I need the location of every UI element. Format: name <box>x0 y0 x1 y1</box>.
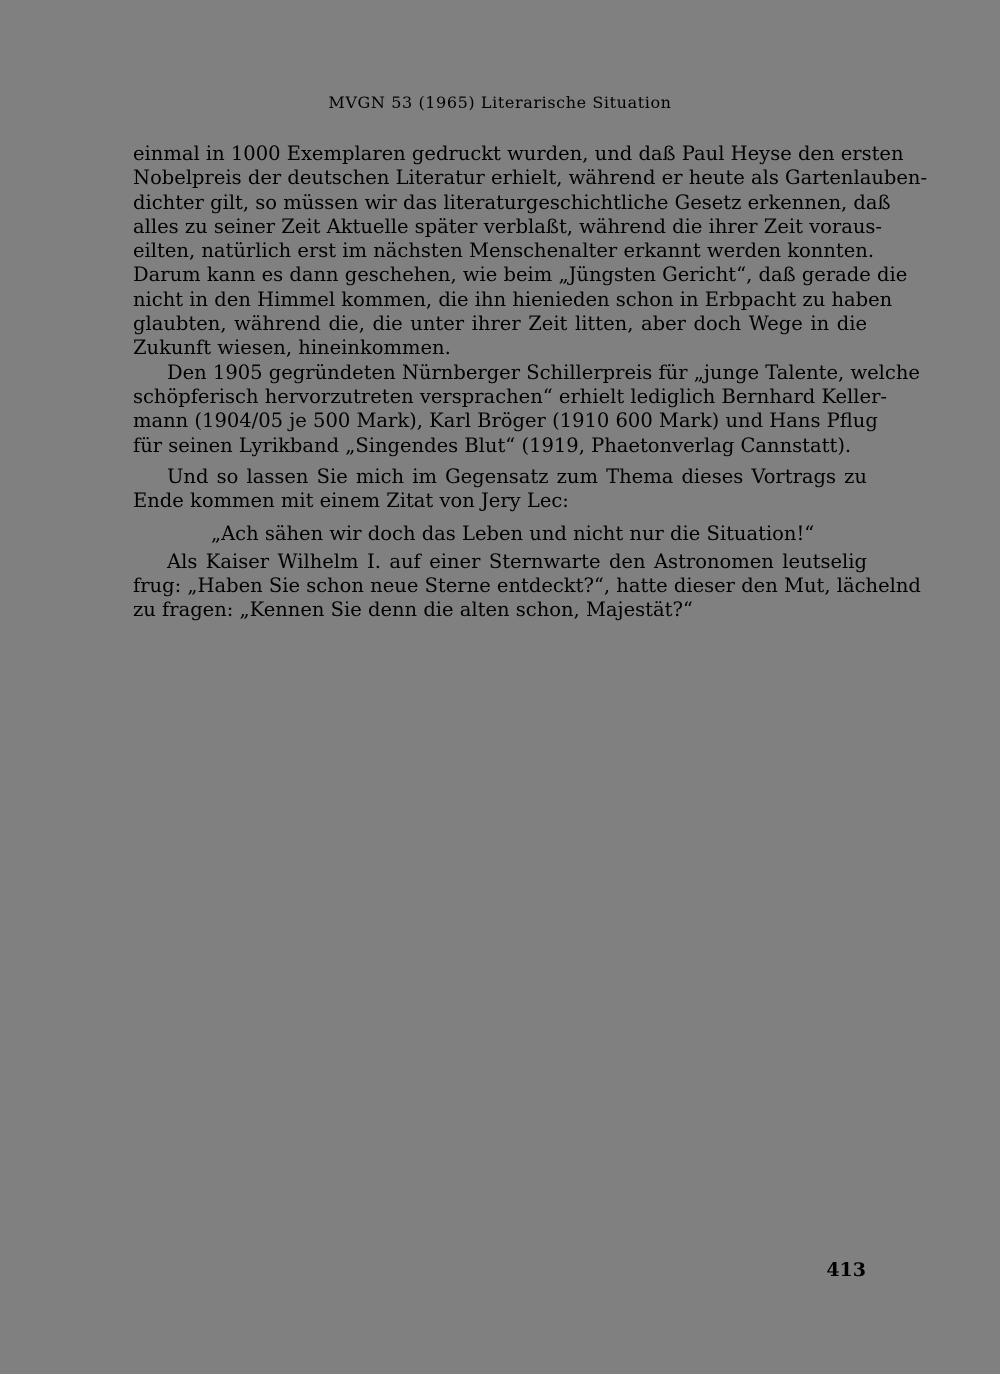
text-line: alles zu seiner Zeit Aktuelle später verblaßt, während die ihrer Zeit voraus- <box>133 214 883 238</box>
paragraph-3 <box>133 465 867 514</box>
text-line: Den 1905 gegründeten Nürnberger Schillerpreis für „junge Talente, welche <box>167 360 920 384</box>
text-line: mann (1904/05 je 500 Mark), Karl Bröger (1910 600 Mark) und Hans Pflug <box>133 409 878 433</box>
body-text <box>133 142 928 623</box>
paragraph-2 <box>133 360 920 458</box>
text-line: Und so lassen Sie mich im Gegensatz zum Thema dieses Vortrags zu <box>167 464 867 488</box>
text-line: Als Kaiser Wilhelm I. auf einer Sternwarte den Astronomen leutselig <box>167 549 867 573</box>
text-line: glaubten, während die, die unter ihrer Zeit litten, aber doch Wege in die <box>133 312 867 336</box>
text-line: dichter gilt, so müssen wir das literaturgeschichtliche Gesetz erkennen, daß <box>133 190 891 214</box>
page-number: 413 <box>826 1259 866 1281</box>
text-line: Zukunft wiesen, hineinkommen. <box>133 336 451 360</box>
quotation <box>133 522 867 546</box>
text-line: schöpferisch hervorzutreten versprachen“ erhielt lediglich Bernhard Keller- <box>133 384 887 408</box>
running-header: MVGN 53 (1965) Literarische Situation <box>328 93 672 112</box>
text-line: nicht in den Himmel kommen, die ihn hienieden schon in Erbpacht zu haben <box>133 287 893 311</box>
paragraph-5 <box>133 549 921 623</box>
text-line: Ende kommen mit einem Zitat von Jery Lec: <box>133 489 569 513</box>
text-line: für seinen Lyrikband „Singendes Blut“ (1919, Phaetonverlag Cannstatt). <box>133 433 852 457</box>
text-line: eilten, natürlich erst im nächsten Menschenalter erkannt werden konnten. <box>133 239 875 263</box>
text-line: Nobelpreis der deutschen Literatur erhielt, während er heute als Gartenlauben- <box>133 166 928 190</box>
text-line: frug: „Haben Sie schon neue Sterne entdeckt?“, hatte dieser den Mut, lächelnd <box>133 574 921 598</box>
quote-line: „Ach sähen wir doch das Leben und nicht nur die Situation!“ <box>211 522 815 546</box>
paragraph-1 <box>133 142 928 361</box>
text-line: zu fragen: „Kennen Sie denn die alten schon, Majestät?“ <box>133 598 693 622</box>
text-line: Darum kann es dann geschehen, wie beim „Jüngsten Gericht“, daß gerade die <box>133 263 908 287</box>
text-line: einmal in 1000 Exemplaren gedruckt wurden, und daß Paul Heyse den ersten <box>133 142 904 165</box>
